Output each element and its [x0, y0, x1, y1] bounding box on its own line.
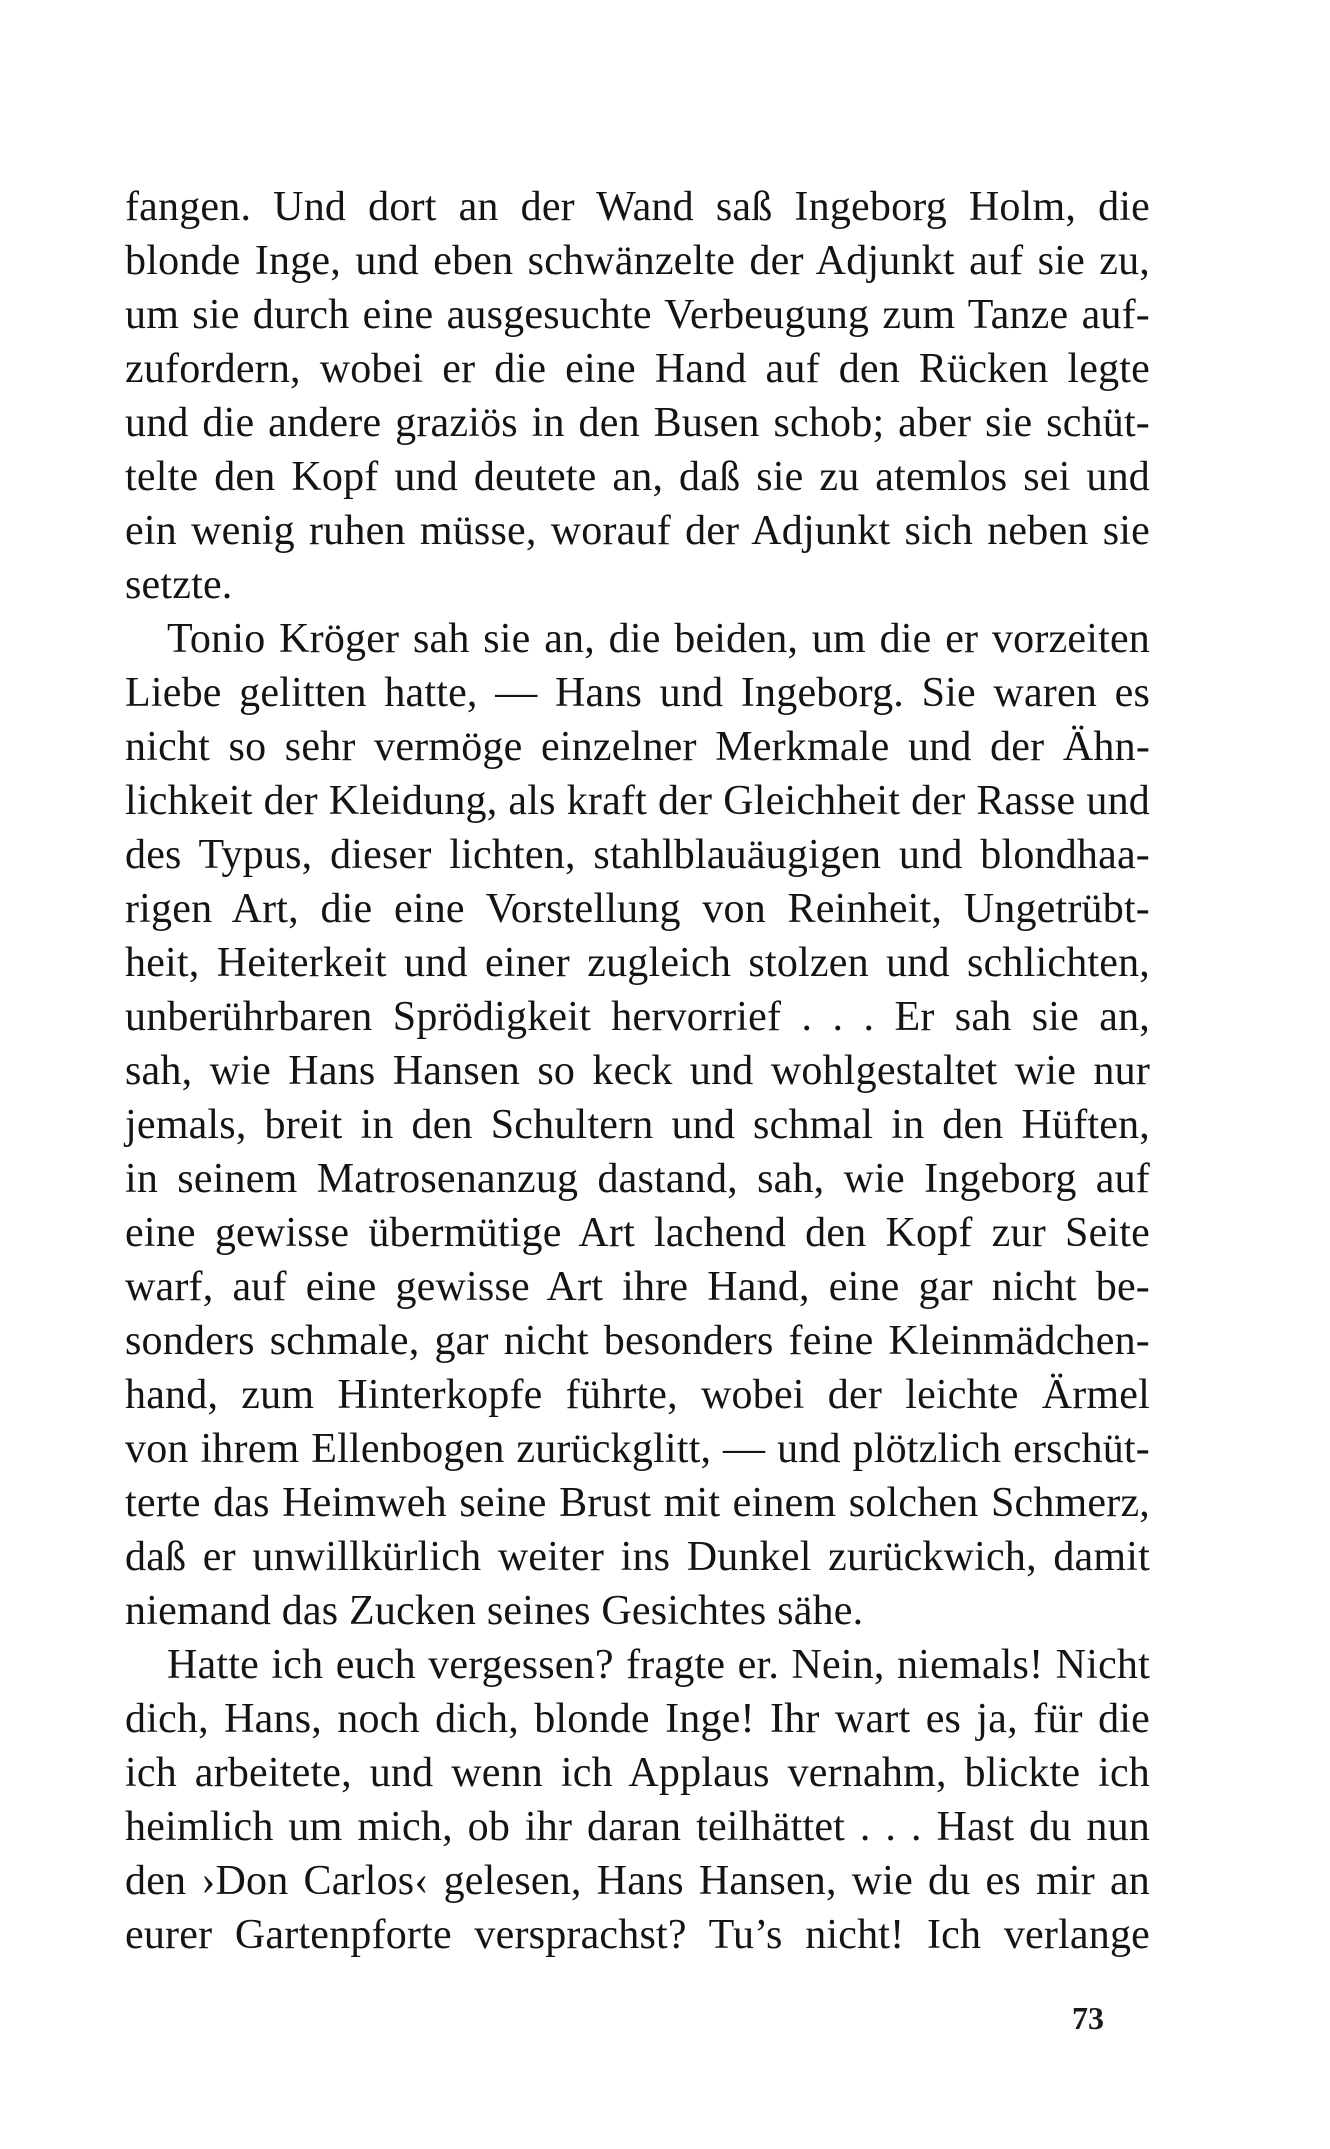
- text-line: telte den Kopf und deutete an, daß sie zu atemlos sei und: [125, 454, 1150, 500]
- text-line: und die andere graziös in den Busen schob; aber sie schüt-: [125, 400, 1150, 446]
- text-line: nicht so sehr vermöge einzelner Merkmale und der Ähn-: [125, 724, 1150, 770]
- text-line: sonders schmale, gar nicht besonders feine Kleinmädchen-: [125, 1318, 1150, 1364]
- text-line: niemand das Zucken seines Gesichtes sähe.: [125, 1588, 864, 1634]
- text-line: dich, Hans, noch dich, blonde Inge! Ihr wart es ja, für die: [125, 1696, 1150, 1742]
- text-line: daß er unwillkürlich weiter ins Dunkel zurückwich, damit: [125, 1534, 1150, 1580]
- text-line: den ›Don Carlos‹ gelesen, Hans Hansen, wie du es mir an: [125, 1858, 1150, 1904]
- text-line: sah, wie Hans Hansen so keck und wohlgestaltet wie nur: [125, 1048, 1150, 1094]
- text-line: des Typus, dieser lichten, stahlblauäugigen und blondhaa-: [125, 832, 1150, 878]
- text-line: eine gewisse übermütige Art lachend den Kopf zur Seite: [125, 1210, 1150, 1256]
- text-line: setzte.: [125, 562, 233, 608]
- body-text: [125, 180, 1150, 1962]
- text-line: heimlich um mich, ob ihr daran teilhättet . . . Hast du nun: [125, 1804, 1150, 1850]
- text-line: jemals, breit in den Schultern und schmal in den Hüften,: [125, 1102, 1150, 1148]
- text-line: Liebe gelitten hatte, — Hans und Ingeborg. Sie waren es: [125, 670, 1150, 716]
- text-line: Hatte ich euch vergessen? fragte er. Nein, niemals! Nicht: [167, 1642, 1150, 1688]
- text-line: heit, Heiterkeit und einer zugleich stolzen und schlichten,: [125, 940, 1150, 986]
- paragraph-3: [125, 1638, 1150, 1962]
- text-line: in seinem Matrosenanzug dastand, sah, wie Ingeborg auf: [125, 1156, 1150, 1202]
- text-line: warf, auf eine gewisse Art ihre Hand, eine gar nicht be-: [125, 1264, 1150, 1310]
- text-line: ich arbeitete, und wenn ich Applaus vernahm, blickte ich: [125, 1750, 1150, 1796]
- text-line: ein wenig ruhen müsse, worauf der Adjunkt sich neben sie: [125, 508, 1150, 554]
- text-line: um sie durch eine ausgesuchte Verbeugung zum Tanze auf-: [125, 292, 1150, 338]
- text-line: fangen. Und dort an der Wand saß Ingeborg Holm, die: [125, 184, 1150, 230]
- text-line: eurer Gartenpforte versprachst? Tu’s nicht! Ich verlange: [125, 1912, 1150, 1958]
- text-line: Tonio Kröger sah sie an, die beiden, um die er vorzeiten: [167, 616, 1150, 662]
- paragraph-1: [125, 180, 1150, 612]
- text-line: von ihrem Ellenbogen zurückglitt, — und plötzlich erschüt-: [125, 1426, 1150, 1472]
- text-line: lichkeit der Kleidung, als kraft der Gleichheit der Rasse und: [125, 778, 1150, 824]
- text-line: rigen Art, die eine Vorstellung von Reinheit, Ungetrübt-: [125, 886, 1150, 932]
- text-line: blonde Inge, und eben schwänzelte der Adjunkt auf sie zu,: [125, 238, 1150, 284]
- text-line: zufordern, wobei er die eine Hand auf den Rücken legte: [125, 346, 1150, 392]
- text-line: unberührbaren Sprödigkeit hervorrief . . . Er sah sie an,: [125, 994, 1150, 1040]
- text-line: terte das Heimweh seine Brust mit einem solchen Schmerz,: [125, 1480, 1150, 1526]
- page-number: 73: [1072, 2000, 1104, 2036]
- paragraph-2: [125, 612, 1150, 1638]
- text-line: hand, zum Hinterkopfe führte, wobei der leichte Ärmel: [125, 1372, 1150, 1418]
